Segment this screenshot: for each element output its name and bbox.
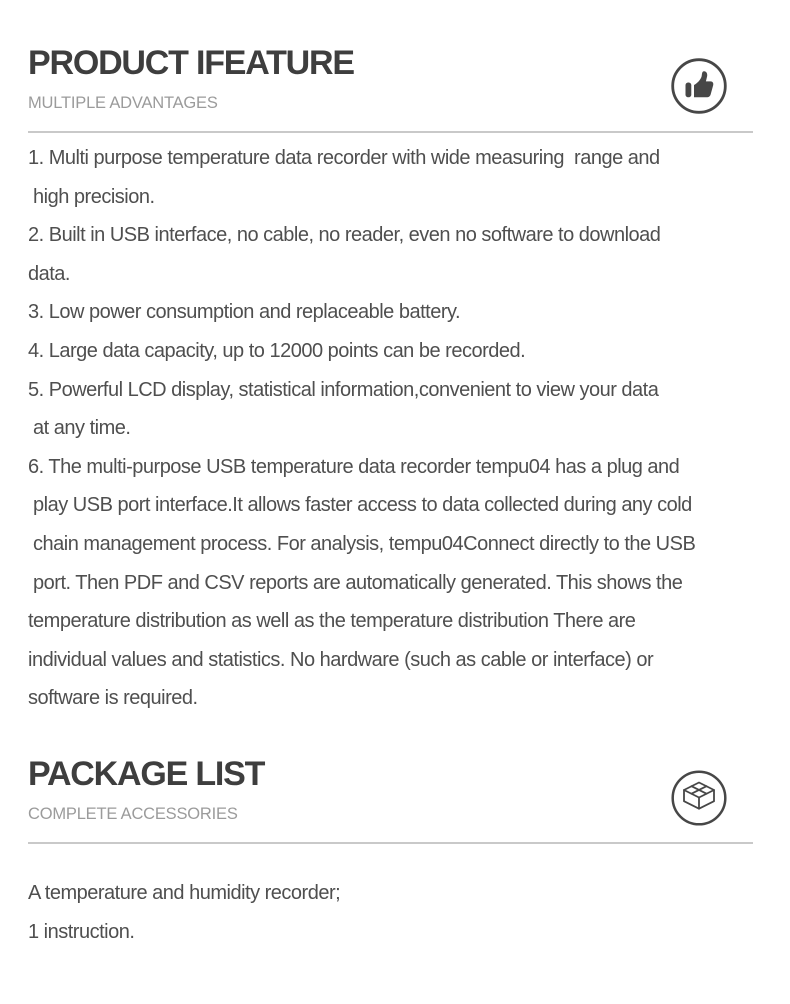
package-items-list — [28, 874, 780, 951]
text-line: 5. Powerful LCD display, statistical information,convenient to view your data — [28, 378, 659, 401]
product-feature-subtitle: MULTIPLE ADVANTAGES — [28, 94, 218, 112]
text-line: port. Then PDF and CSV reports are automatically generated. This shows the — [28, 571, 683, 594]
section-divider — [28, 131, 753, 133]
text-line: software is required. — [28, 687, 198, 710]
section-divider — [28, 842, 753, 844]
package-list-title: PACKAGE LIST — [28, 754, 265, 793]
text-line: 2. Built in USB interface, no cable, no reader, even no software to download — [28, 224, 661, 247]
text-line: 6. The multi-purpose USB temperature data recorder tempu04 has a plug and — [28, 455, 680, 478]
text-line: data. — [28, 262, 70, 285]
feature-list — [28, 139, 780, 718]
text-line: 4. Large data capacity, up to 12000 points can be recorded. — [28, 339, 526, 362]
text-line: individual values and statistics. No hardware (such as cable or interface) or — [28, 648, 654, 671]
text-line: at any time. — [28, 417, 131, 440]
product-feature-title: PRODUCT IFEATURE — [28, 44, 354, 82]
text-line: play USB port interface.It allows faster access to data collected during any cold — [28, 494, 692, 517]
text-line: chain management process. For analysis, tempu04Connect directly to the USB — [28, 532, 696, 555]
text-line: A temperature and humidity recorder; — [28, 881, 341, 904]
package-box-icon — [671, 770, 727, 826]
package-list-subtitle: COMPLETE ACCESSORIES — [28, 804, 238, 823]
text-line: 1. Multi purpose temperature data recorder with wide measuring range and — [28, 147, 660, 169]
text-line: 1 instruction. — [28, 920, 135, 943]
package-list-section — [0, 718, 790, 951]
text-line: 3. Low power consumption and replaceable battery. — [28, 301, 461, 324]
text-line: temperature distribution as well as the temperature distribution There are — [28, 610, 636, 633]
thumbs-up-icon — [671, 58, 727, 114]
text-line: high precision. — [28, 185, 155, 208]
